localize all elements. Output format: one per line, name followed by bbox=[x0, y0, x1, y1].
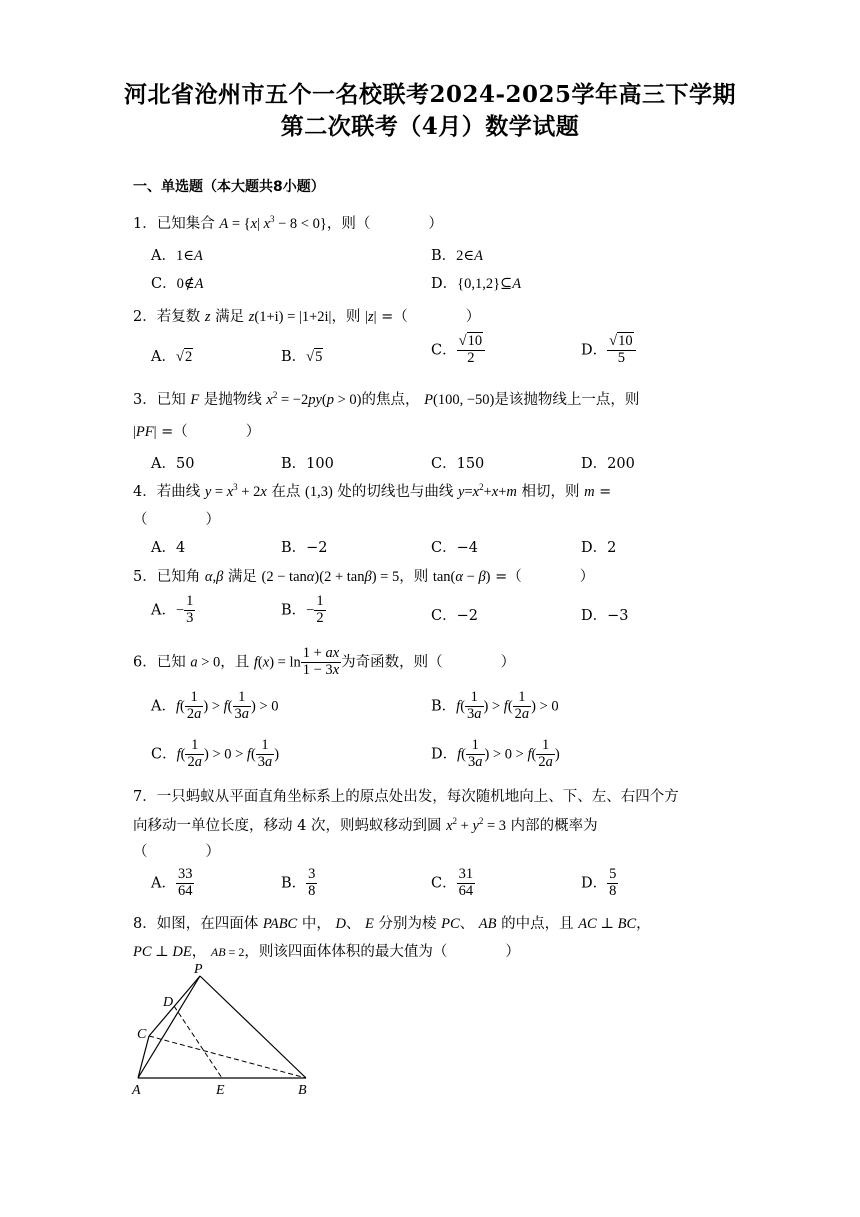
question-7-cont: 向移动一单位长度，移动 4 次，则蚂蚁移动到圆 $x^2 + y^2 = 3$ 内部的概率为 bbox=[133, 816, 598, 834]
option-label: D． bbox=[581, 456, 608, 472]
section-heading: 一、单选题（本大题共8小题） bbox=[133, 179, 325, 195]
q5-option-c[interactable] bbox=[431, 604, 478, 625]
label-d: D bbox=[163, 995, 174, 1010]
question-4: 4．若曲线 $y = x^3 + 2x$ 在点 (1,3) 处的切线也与曲线 $y=x^2+x+m$ 相切，则 m = bbox=[133, 482, 612, 500]
q3-option-c[interactable] bbox=[431, 452, 484, 473]
option-label: B． bbox=[281, 456, 307, 472]
question-7: 7．一只蚂蚁从平面直角坐标系上的原点处出发，每次随机地向上、下、左、右四个方 bbox=[133, 789, 679, 805]
q4-option-d[interactable] bbox=[581, 536, 616, 557]
label-e: E bbox=[216, 1083, 225, 1098]
option-label: A． bbox=[151, 456, 176, 472]
q2-option-d[interactable]: D． $\frac{√10}{5}$ bbox=[581, 334, 636, 367]
q1-option-c[interactable]: C．0∉A bbox=[151, 276, 204, 292]
option-label: A． bbox=[151, 248, 176, 264]
q2-option-b[interactable]: B．√5 bbox=[281, 349, 323, 365]
option-label: A． bbox=[151, 540, 176, 556]
option-label: D． bbox=[581, 342, 608, 359]
label-a: A bbox=[132, 1083, 141, 1098]
option-text: −3 bbox=[607, 608, 629, 624]
label-p: P bbox=[194, 962, 203, 977]
q1-option-a[interactable]: A．1∈A bbox=[151, 248, 203, 264]
option-text: 2 bbox=[607, 540, 617, 556]
q5-option-b[interactable]: B．− $\frac{1}{2}$ bbox=[281, 593, 324, 626]
q3-option-b[interactable] bbox=[281, 452, 334, 473]
option-label: C． bbox=[151, 276, 177, 292]
question-number: 4． bbox=[133, 484, 157, 500]
option-label: C． bbox=[431, 875, 457, 892]
option-label: C． bbox=[431, 456, 457, 472]
segment-de bbox=[174, 1006, 222, 1078]
question-number: 3． bbox=[133, 392, 157, 408]
title-line-1: 河北省沧州市五个一名校联考2024-2025学年高三下学期 bbox=[123, 81, 737, 108]
q7-option-b[interactable]: B． $\frac{3}{8}$ bbox=[281, 866, 316, 899]
option-label: B． bbox=[281, 602, 307, 619]
question-number: 6． bbox=[133, 654, 157, 671]
tetrahedron-figure bbox=[130, 962, 330, 1102]
option-label: C． bbox=[431, 540, 457, 556]
question-8-cont: PC ⊥ DE， AB = 2，则该四面体体积的最大值为（ ） bbox=[133, 944, 520, 960]
question-4-cont: （ ） bbox=[133, 512, 220, 528]
option-text: 200 bbox=[607, 456, 635, 472]
q3-option-a[interactable] bbox=[151, 452, 194, 473]
question-3-cont: |PF| =（ ） bbox=[133, 424, 261, 440]
option-label: B． bbox=[431, 698, 457, 715]
option-label: B． bbox=[431, 248, 457, 264]
edge-pb bbox=[200, 976, 306, 1078]
question-number: 2． bbox=[133, 309, 157, 325]
question-5: 5．已知角 α,β 满足 (2 − tanα)(2 + tanβ) = 5，则 tan(α − β) =（ ） bbox=[133, 569, 595, 585]
option-label: C． bbox=[431, 608, 457, 624]
option-label: A． bbox=[151, 875, 176, 892]
title-line-2: 第二次联考（4月）数学试题 bbox=[280, 113, 580, 140]
q5-option-d[interactable] bbox=[581, 604, 629, 625]
question-number: 1． bbox=[133, 216, 157, 232]
q1-option-b[interactable]: B．2∈A bbox=[431, 248, 483, 264]
option-text: 100 bbox=[306, 456, 334, 472]
option-text: 4 bbox=[175, 540, 186, 556]
q7-option-c[interactable]: C． $\frac{31}{64}$ bbox=[431, 866, 474, 899]
option-label: D． bbox=[431, 276, 458, 292]
option-label: B． bbox=[281, 875, 307, 892]
option-label: C． bbox=[151, 746, 177, 763]
q4-option-b[interactable] bbox=[281, 536, 328, 557]
question-number: 5． bbox=[133, 569, 157, 585]
option-label: A． bbox=[151, 349, 176, 365]
edge-pa bbox=[138, 976, 200, 1078]
question-8: 8．如图，在四面体 PABC 中， D、 E 分别为棱 PC、 AB 的中点，且 AC ⊥ BC， bbox=[133, 916, 651, 932]
q1-option-d[interactable]: D．{0,1,2}⊆A bbox=[431, 276, 522, 292]
q7-option-a[interactable]: A． $\frac{33}{64}$ bbox=[151, 866, 193, 899]
q6-option-d[interactable]: D．f( $\frac{1}{3a}$ ) > 0 > f( $\frac{1}{2a}$ ) bbox=[431, 737, 560, 770]
edge-cb bbox=[149, 1036, 306, 1078]
question-number: 7． bbox=[133, 789, 157, 805]
option-text: 50 bbox=[175, 456, 195, 472]
option-label: D． bbox=[431, 746, 458, 763]
q4-option-c[interactable] bbox=[431, 536, 478, 557]
q6-option-a[interactable]: A．f( $\frac{1}{2a}$ ) > f( $\frac{1}{3a}$ ) > 0 bbox=[151, 689, 279, 722]
label-c: C bbox=[137, 1027, 147, 1042]
question-7-cont2: （ ） bbox=[133, 844, 220, 860]
question-2: 2．若复数 z 满足 z(1+i) = |1+2i|，则 |z| =（ ） bbox=[133, 309, 481, 325]
option-label: A． bbox=[151, 698, 176, 715]
option-label: D． bbox=[581, 540, 608, 556]
question-3: 3．已知 F 是抛物线 $x^2 = -2py(p > 0)$的焦点， P(100, −50)是该抛物线上一点，则 bbox=[133, 390, 640, 408]
option-text: 150 bbox=[456, 456, 485, 472]
question-6: 6．已知 a > 0，且 f(x) = ln $\frac{1 + ax}{1 - 3x}$ 为奇函数，则（ ） bbox=[133, 645, 516, 678]
q5-option-a[interactable]: A．− $\frac{1}{3}$ bbox=[151, 593, 194, 626]
q6-option-c[interactable]: C．f( $\frac{1}{2a}$ ) > 0 > f( $\frac{1}{3a}$ ) bbox=[151, 737, 280, 770]
option-label: B． bbox=[281, 540, 307, 556]
question-1: 1．已知集合 A = {x| $x^3 - 8 < 0$}，则（ ） bbox=[133, 214, 443, 232]
q7-option-d[interactable]: D． $\frac{5}{8}$ bbox=[581, 866, 617, 899]
q4-option-a[interactable] bbox=[151, 536, 185, 557]
question-number: 8． bbox=[133, 916, 157, 932]
option-label: D． bbox=[581, 875, 608, 892]
option-label: C． bbox=[431, 342, 457, 359]
q3-option-d[interactable] bbox=[581, 452, 635, 473]
q6-option-b[interactable]: B．f( $\frac{1}{3a}$ ) > f( $\frac{1}{2a}$ ) > 0 bbox=[431, 689, 559, 722]
option-text: −4 bbox=[456, 540, 478, 556]
option-label: B． bbox=[281, 349, 307, 365]
option-text: −2 bbox=[306, 540, 328, 556]
q2-option-a[interactable]: A．√2 bbox=[151, 349, 193, 365]
option-label: D． bbox=[581, 608, 608, 624]
option-label: A． bbox=[151, 602, 176, 619]
option-text: −2 bbox=[456, 608, 478, 624]
edge-ac bbox=[138, 1036, 149, 1078]
label-b: B bbox=[298, 1083, 307, 1098]
q2-option-c[interactable]: C． $\frac{√10}{2}$ bbox=[431, 334, 485, 367]
